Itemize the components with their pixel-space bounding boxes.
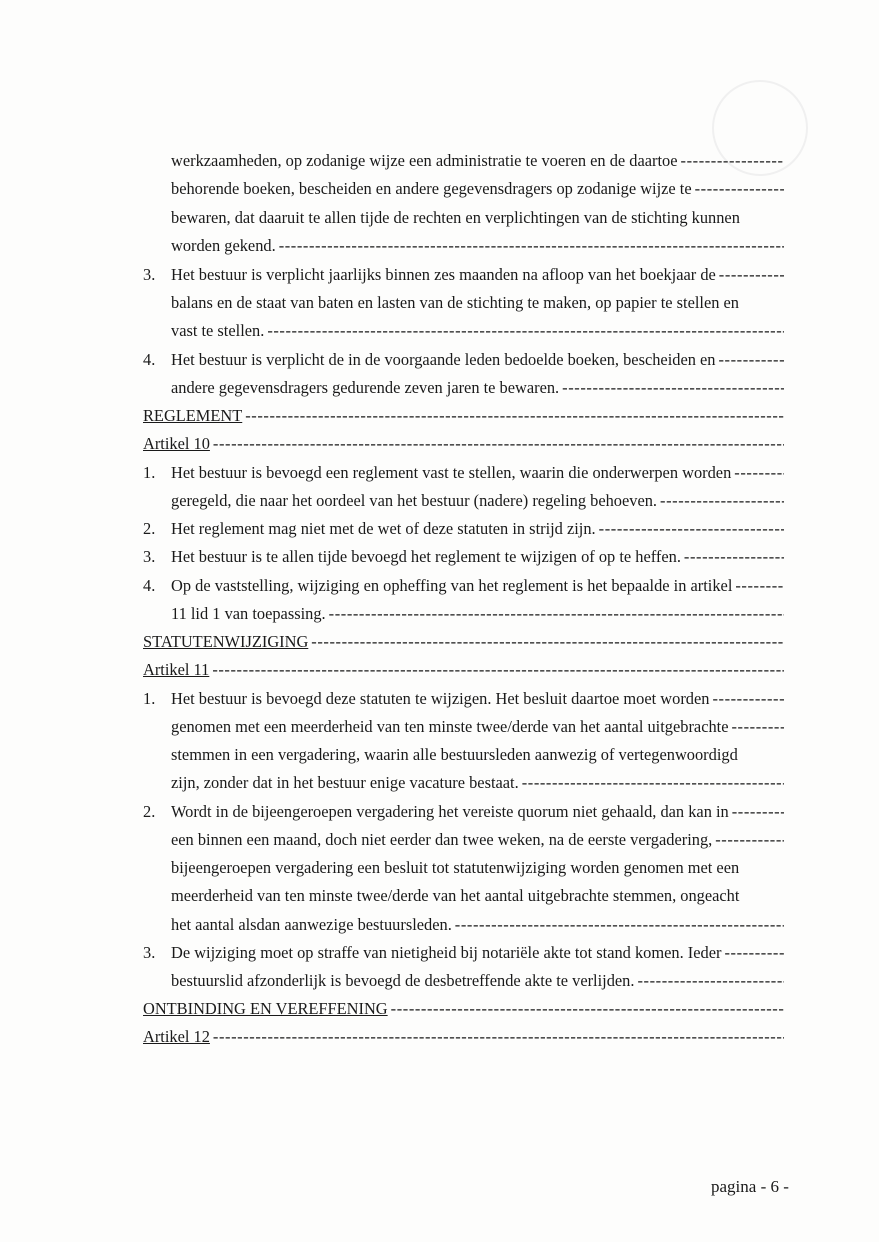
paragraph-line: meerderheid van ten minste twee/derde van het aantal uitgebrachte stemmen, ongeacht	[171, 886, 740, 905]
article-heading: Artikel 10 -----	[143, 430, 784, 458]
paragraph-line: werkzaamheden, op zodanige wijze een administratie te voeren en de daartoe -----	[171, 147, 784, 175]
paragraph-line: bijeengeroepen vergadering een besluit tot statutenwijziging worden genomen met een	[171, 858, 740, 877]
list-number: 4.	[143, 576, 156, 595]
section-heading: REGLEMENT -----	[143, 402, 784, 430]
paragraph-line: andere gegevensdragers gedurende zeven jaren te bewaren. -----	[171, 374, 784, 402]
paragraph-line: worden gekend. -----	[171, 232, 784, 260]
paragraph-line: Wordt in de bijeengeroepen vergadering het vereiste quorum niet gehaald, dan kan in -----	[171, 798, 784, 826]
paragraph-line: bestuurslid afzonderlijk is bevoegd de desbetreffende akte te verlijden. -----	[171, 967, 784, 995]
paragraph-line: Het bestuur is verplicht jaarlijks binnen zes maanden na afloop van het boekjaar de -----	[171, 261, 784, 289]
article-heading: Artikel 11 -----	[143, 656, 784, 684]
paragraph-line: Het bestuur is te allen tijde bevoegd het reglement te wijzigen of op te heffen. -----	[171, 543, 784, 571]
paragraph-line: stemmen in een vergadering, waarin alle bestuursleden aanwezig of vertegenwoordigd	[171, 745, 738, 764]
paragraph-line: bewaren, dat daaruit te allen tijde de rechten en verplichtingen van de stichting kunnen	[171, 208, 740, 227]
list-number: 2.	[143, 802, 156, 821]
list-number: 2.	[143, 519, 156, 538]
paragraph-line: vast te stellen. -----	[171, 317, 784, 345]
paragraph-line: 11 lid 1 van toepassing. -----	[171, 600, 784, 628]
list-number: 1.	[143, 689, 156, 708]
paragraph-line: balans en de staat van baten en lasten van de stichting te maken, op papier te stellen en	[171, 293, 740, 312]
paragraph-line: Het bestuur is bevoegd een reglement vast te stellen, waarin die onderwerpen worden -----	[171, 459, 784, 487]
paragraph-line: behorende boeken, bescheiden en andere gegevensdragers op zodanige wijze te -----	[171, 175, 784, 203]
paragraph-line: Het bestuur is verplicht de in de voorgaande leden bedoelde boeken, bescheiden en -----	[171, 346, 784, 374]
paragraph-line: zijn, zonder dat in het bestuur enige vacature bestaat. -----	[171, 769, 784, 797]
paragraph-line: Het reglement mag niet met de wet of deze statuten in strijd zijn. -----	[171, 515, 784, 543]
article-heading: Artikel 12 -----	[143, 1023, 784, 1051]
paragraph-line: genomen met een meerderheid van ten minste twee/derde van het aantal uitgebrachte -----	[171, 713, 784, 741]
section-heading: ONTBINDING EN VEREFFENING -----	[143, 995, 784, 1023]
paragraph-line: De wijziging moet op straffe van nietigheid bij notariële akte tot stand komen. Ieder -----	[171, 939, 784, 967]
paragraph-line: Op de vaststelling, wijziging en opheffing van het reglement is het bepaalde in artikel -----	[171, 572, 784, 600]
section-heading: STATUTENWIJZIGING -----	[143, 628, 784, 656]
paragraph-line: Het bestuur is bevoegd deze statuten te wijzigen. Het besluit daartoe moet worden -----	[171, 685, 784, 713]
page-number: pagina - 6 -	[711, 1177, 789, 1196]
list-number: 3.	[143, 943, 156, 962]
list-number: 1.	[143, 463, 156, 482]
paragraph-line: geregeld, die naar het oordeel van het bestuur (nadere) regeling behoeven. -----	[171, 487, 784, 515]
paragraph-line: het aantal alsdan aanwezige bestuursleden. -----	[171, 911, 784, 939]
list-number: 4.	[143, 350, 156, 369]
list-number: 3.	[143, 265, 156, 284]
list-number: 3.	[143, 547, 156, 566]
paragraph-line: een binnen een maand, doch niet eerder dan twee weken, na de eerste vergadering, -----	[171, 826, 784, 854]
